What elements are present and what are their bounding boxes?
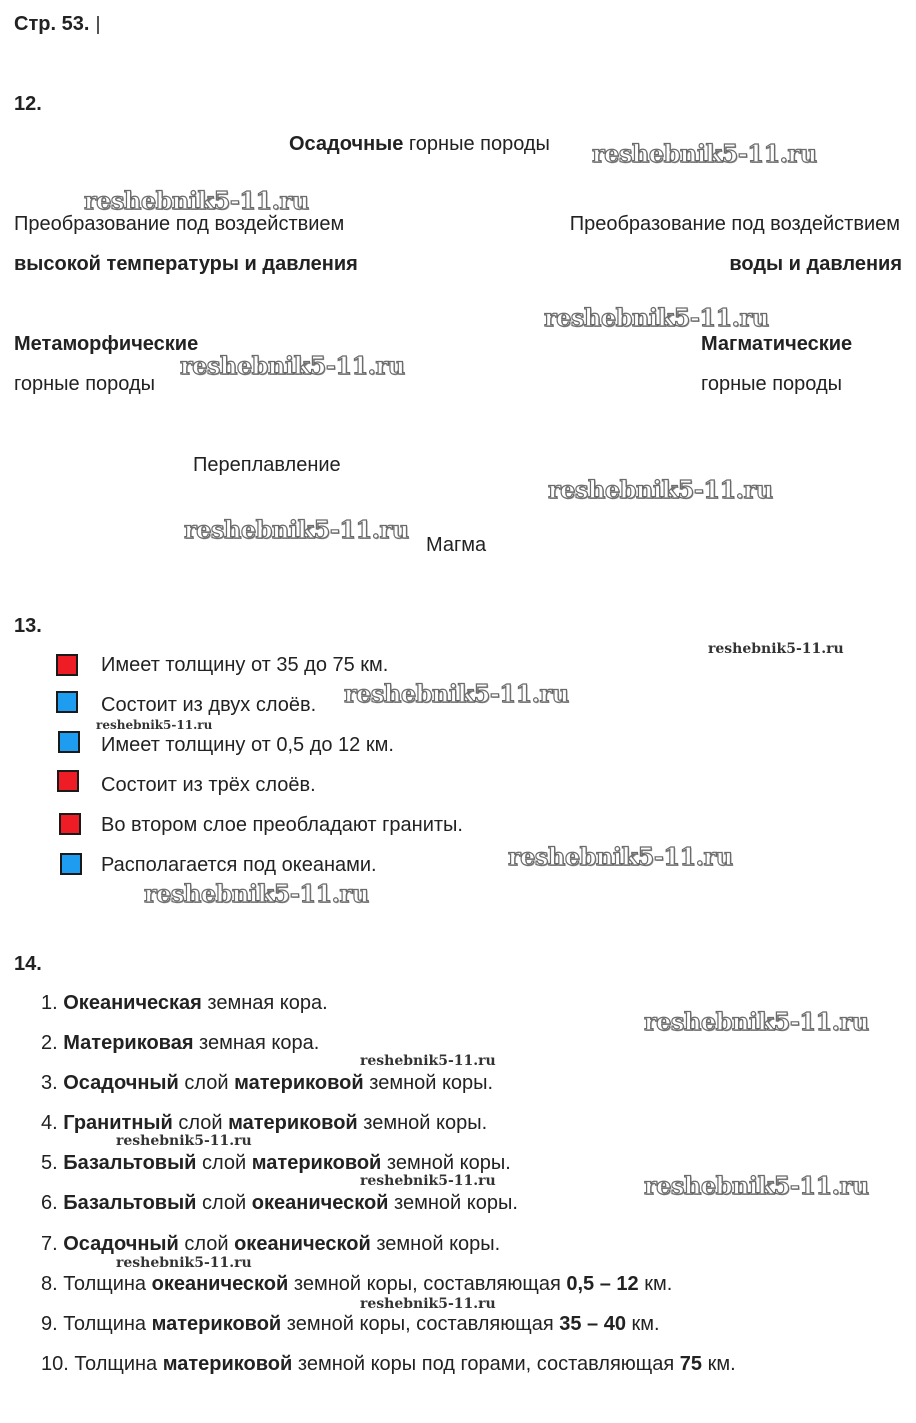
watermark: reshebnik5-11.ru xyxy=(116,1255,252,1271)
answer-bold-segment: океанической xyxy=(151,1273,289,1295)
watermark: reshebnik5-11.ru xyxy=(544,303,769,332)
answer-text-segment: земной коры, составляющая xyxy=(288,1273,567,1295)
color-square xyxy=(60,853,82,875)
answer-text-segment: слой xyxy=(196,1152,252,1174)
watermark: reshebnik5-11.ru xyxy=(548,475,773,504)
answer-text-segment: 6. xyxy=(41,1192,64,1214)
answer-line xyxy=(41,1073,493,1093)
answer-line xyxy=(41,1033,319,1053)
metamorphic-rocks: горные породы xyxy=(14,373,156,395)
answer-bold-segment: материковой xyxy=(162,1353,293,1375)
watermark: reshebnik5-11.ru xyxy=(180,351,405,380)
watermark: reshebnik5-11.ru xyxy=(644,1007,869,1036)
color-square xyxy=(56,654,78,676)
crust-item: Состоит из трёх слоёв. xyxy=(101,774,316,796)
answer-line xyxy=(41,993,328,1013)
watermark: reshebnik5-11.ru xyxy=(184,515,409,544)
left-transform-line2: высокой температуры и давления xyxy=(14,253,358,275)
crust-item: Состоит из двух слоёв. xyxy=(101,694,317,716)
answer-bold-segment: 75 xyxy=(679,1353,703,1375)
answer-bold-segment: 0,5 – 12 xyxy=(566,1273,639,1295)
sedimentary-rocks-label xyxy=(289,134,550,154)
watermark: reshebnik5-11.ru xyxy=(116,1133,252,1149)
answer-text-segment: 9. Толщина xyxy=(41,1313,152,1335)
answer-bold-segment: Осадочный xyxy=(63,1072,179,1094)
answer-line xyxy=(41,1354,736,1374)
color-square xyxy=(58,731,80,753)
magma-label: Магма xyxy=(426,534,487,556)
answer-text-segment: 10. Толщина xyxy=(41,1353,163,1375)
answer-text-segment: км. xyxy=(702,1353,736,1375)
remelting-label: Переплавление xyxy=(193,454,341,476)
watermark: reshebnik5-11.ru xyxy=(360,1173,496,1189)
answer-bold-segment: Базальтовый xyxy=(63,1152,197,1174)
answer-text-segment: слой xyxy=(178,1233,235,1255)
watermark: reshebnik5-11.ru xyxy=(144,879,369,908)
watermark: reshebnik5-11.ru xyxy=(360,1053,496,1069)
sedimentary-rest: горные породы xyxy=(403,133,550,155)
watermark: reshebnik5-11.ru xyxy=(96,718,213,732)
crust-item: Во втором слое преобладают граниты. xyxy=(101,814,463,836)
sedimentary-bold: Осадочные xyxy=(289,133,404,155)
answer-text-segment: 1. xyxy=(41,992,64,1014)
answer-text-segment: слой xyxy=(196,1192,252,1214)
watermark: reshebnik5-11.ru xyxy=(84,186,309,215)
answer-line xyxy=(41,1113,487,1133)
answer-bold-segment: океанической xyxy=(251,1192,389,1214)
page-title xyxy=(14,14,99,34)
watermark: reshebnik5-11.ru xyxy=(344,679,569,708)
metamorphic-label: Метаморфические xyxy=(14,333,199,355)
answer-text-segment: земной коры. xyxy=(357,1112,488,1134)
answer-line xyxy=(41,1193,518,1213)
magmatic-label: Магматические xyxy=(701,333,853,355)
answer-bold-segment: Гранитный xyxy=(63,1112,173,1134)
answer-text-segment: слой xyxy=(178,1072,235,1094)
answer-bold-segment: материковой xyxy=(251,1152,382,1174)
answer-text-segment: км. xyxy=(638,1273,673,1295)
answer-line xyxy=(41,1153,511,1173)
task-12-number: 12. xyxy=(14,93,42,115)
answer-text-segment: земной коры. xyxy=(370,1233,501,1255)
answer-bold-segment: Океаническая xyxy=(63,992,202,1014)
answer-text-segment: слой xyxy=(172,1112,229,1134)
color-square xyxy=(57,770,79,792)
magmatic-rocks: горные породы xyxy=(701,373,843,395)
answer-bold-segment: Материковая xyxy=(63,1032,194,1054)
answer-line xyxy=(41,1314,660,1334)
answer-bold-segment: Осадочный xyxy=(63,1233,179,1255)
page-title-text: Стр. 53. xyxy=(14,13,90,35)
answer-text-segment: 2. xyxy=(41,1032,64,1054)
task-13-number: 13. xyxy=(14,615,42,637)
text-cursor xyxy=(97,16,99,34)
answer-text-segment: земной коры, составляющая xyxy=(281,1313,560,1335)
answer-text-segment: земной коры. xyxy=(388,1192,518,1214)
watermark: reshebnik5-11.ru xyxy=(592,139,817,168)
crust-item: Располагается под океанами. xyxy=(101,854,377,876)
watermark: reshebnik5-11.ru xyxy=(708,641,844,657)
watermark: reshebnik5-11.ru xyxy=(644,1171,869,1200)
answer-text-segment: земная кора. xyxy=(201,992,328,1014)
right-transform-line2: воды и давления xyxy=(729,253,902,275)
answer-text-segment: 5. xyxy=(41,1152,64,1174)
answer-text-segment: 7. xyxy=(41,1233,64,1255)
right-transform-line1: Преобразование под воздействием xyxy=(569,213,900,235)
answer-text-segment: 4. xyxy=(41,1112,64,1134)
answer-bold-segment: Базальтовый xyxy=(63,1192,197,1214)
color-square xyxy=(59,813,81,835)
crust-item: Имеет толщину от 35 до 75 км. xyxy=(101,654,389,676)
task-14-number: 14. xyxy=(14,953,42,975)
answer-text-segment: земной коры. xyxy=(363,1072,494,1094)
crust-item: Имеет толщину от 0,5 до 12 км. xyxy=(101,734,394,756)
watermark: reshebnik5-11.ru xyxy=(508,842,733,871)
answer-bold-segment: материковой xyxy=(234,1072,364,1094)
answer-bold-segment: материковой xyxy=(228,1112,358,1134)
answer-line xyxy=(41,1274,672,1294)
answer-text-segment: 3. xyxy=(41,1072,64,1094)
answer-bold-segment: материковой xyxy=(151,1313,282,1335)
answer-bold-segment: 35 – 40 xyxy=(559,1313,626,1335)
left-transform-line1: Преобразование под воздействием xyxy=(14,213,345,235)
answer-text-segment: земной коры под горами, составляющая xyxy=(292,1353,680,1375)
answer-text-segment: 8. Толщина xyxy=(41,1273,152,1295)
answer-line xyxy=(41,1234,500,1254)
answer-text-segment: земная кора. xyxy=(193,1032,320,1054)
answer-text-segment: земной коры. xyxy=(381,1152,511,1174)
watermark: reshebnik5-11.ru xyxy=(360,1296,496,1312)
answer-bold-segment: океанической xyxy=(234,1233,371,1255)
answer-text-segment: км. xyxy=(625,1313,660,1335)
color-square xyxy=(56,691,78,713)
